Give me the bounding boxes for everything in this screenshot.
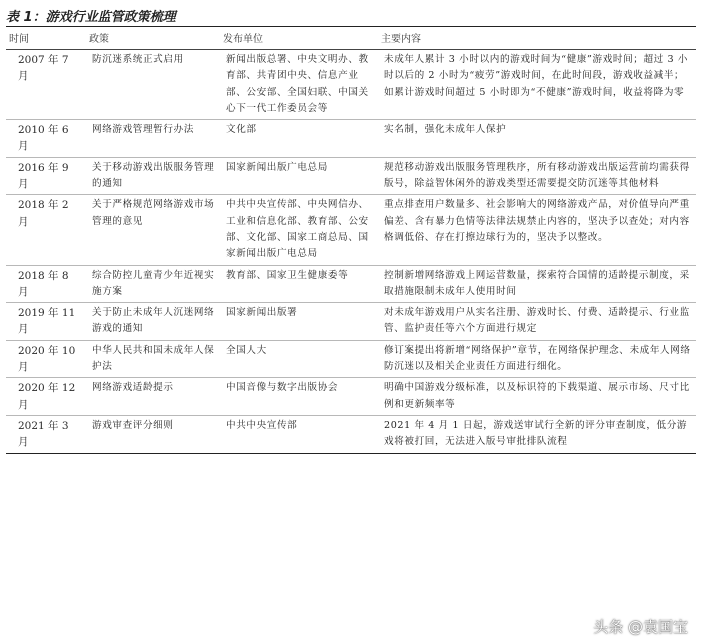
cell-content: 对未成年游戏用户从实名注册、游戏时长、付费、适龄提示、行业监管、监护责任等六个方面进行规定 xyxy=(378,303,696,341)
table-row xyxy=(6,157,696,195)
cell-time: 2016 年 9 月 xyxy=(6,157,86,195)
cell-content: 控制新增网络游戏上网运营数量，探索符合国情的适龄提示制度，采取措施限制未成年人使用时间 xyxy=(378,265,696,303)
cell-issuer: 中共中央宣传部、中央网信办、工业和信息化部、教育部、公安部、文化部、国家工商总局、国家新闻出版广电总局 xyxy=(220,195,378,265)
table-row xyxy=(6,50,696,120)
policy-table xyxy=(6,26,696,454)
cell-issuer: 教育部、国家卫生健康委等 xyxy=(220,265,378,303)
cell-issuer: 新闻出版总署、中央文明办、教育部、共青团中央、信息产业部、公安部、全国妇联、中国关心下一代工作委员会等 xyxy=(220,50,378,120)
cell-time: 2007 年 7 月 xyxy=(6,50,86,120)
table-title: 表 1：游戏行业监管政策梳理 xyxy=(6,10,176,25)
cell-policy: 网络游戏管理暂行办法 xyxy=(86,120,220,158)
cell-time: 2010 年 6 月 xyxy=(6,120,86,158)
cell-time: 2018 年 8 月 xyxy=(6,265,86,303)
cell-policy: 关于移动游戏出版服务管理的通知 xyxy=(86,157,220,195)
cell-content: 重点排查用户数量多、社会影响大的网络游戏产品，对价值导向严重偏差、含有暴力色情等法律法规禁止内容的，坚决予以查处；对内容格调低俗、存在打擦边球行为的，坚决予以整改。 xyxy=(378,195,696,265)
cell-issuer: 中共中央宣传部 xyxy=(220,415,378,453)
table-header-row xyxy=(6,27,696,50)
cell-time: 2020 年 12 月 xyxy=(6,378,86,416)
cell-policy: 游戏审查评分细则 xyxy=(86,415,220,453)
cell-policy: 综合防控儿童青少年近视实施方案 xyxy=(86,265,220,303)
header-policy: 政策 xyxy=(86,27,220,50)
table-row xyxy=(6,120,696,158)
cell-policy: 关于防止未成年人沉迷网络游戏的通知 xyxy=(86,303,220,341)
header-issuer: 发布单位 xyxy=(220,27,378,50)
table-row xyxy=(6,340,696,378)
cell-content: 未成年人累计 3 小时以内的游戏时间为“健康”游戏时间；超过 3 小时以后的 2 小时为“疲劳”游戏时间，在此时间段，游戏收益减半；如累计游戏时间超过 5 小时即为“不健康”游戏时间，收益将降为零 xyxy=(378,50,696,120)
watermark: 头条 @袁国宝 xyxy=(593,618,688,636)
cell-content: 实名制，强化未成年人保护 xyxy=(378,120,696,158)
cell-time: 2021 年 3 月 xyxy=(6,415,86,453)
cell-content: 明确中国游戏分级标准，以及标识符的下载渠道、展示市场、尺寸比例和更新频率等 xyxy=(378,378,696,416)
cell-policy: 网络游戏适龄提示 xyxy=(86,378,220,416)
cell-issuer: 文化部 xyxy=(220,120,378,158)
table-row xyxy=(6,265,696,303)
cell-policy: 关于严格规范网络游戏市场管理的意见 xyxy=(86,195,220,265)
cell-policy: 防沉迷系统正式启用 xyxy=(86,50,220,120)
cell-time: 2018 年 2 月 xyxy=(6,195,86,265)
cell-time: 2020 年 10 月 xyxy=(6,340,86,378)
header-time: 时间 xyxy=(6,27,86,50)
cell-issuer: 国家新闻出版署 xyxy=(220,303,378,341)
cell-time: 2019 年 11 月 xyxy=(6,303,86,341)
header-content: 主要内容 xyxy=(378,27,696,50)
table-row xyxy=(6,378,696,416)
table-row xyxy=(6,195,696,265)
cell-content: 2021 年 4 月 1 日起，游戏送审试行全新的评分审查制度，低分游戏将被打回，无法进入版号审批排队流程 xyxy=(378,415,696,453)
cell-issuer: 全国人大 xyxy=(220,340,378,378)
table-row xyxy=(6,415,696,453)
cell-content: 规范移动游戏出版服务管理秩序，所有移动游戏出版运营前均需获得版号，除益智休闲外的游戏类型还需要提交防沉迷等其他材料 xyxy=(378,157,696,195)
cell-issuer: 国家新闻出版广电总局 xyxy=(220,157,378,195)
table-row xyxy=(6,303,696,341)
cell-issuer: 中国音像与数字出版协会 xyxy=(220,378,378,416)
cell-content: 修订案提出将新增“网络保护”章节，在网络保护理念、未成年人网络防沉迷以及相关企业责任方面进行细化。 xyxy=(378,340,696,378)
cell-policy: 中华人民共和国未成年人保护法 xyxy=(86,340,220,378)
